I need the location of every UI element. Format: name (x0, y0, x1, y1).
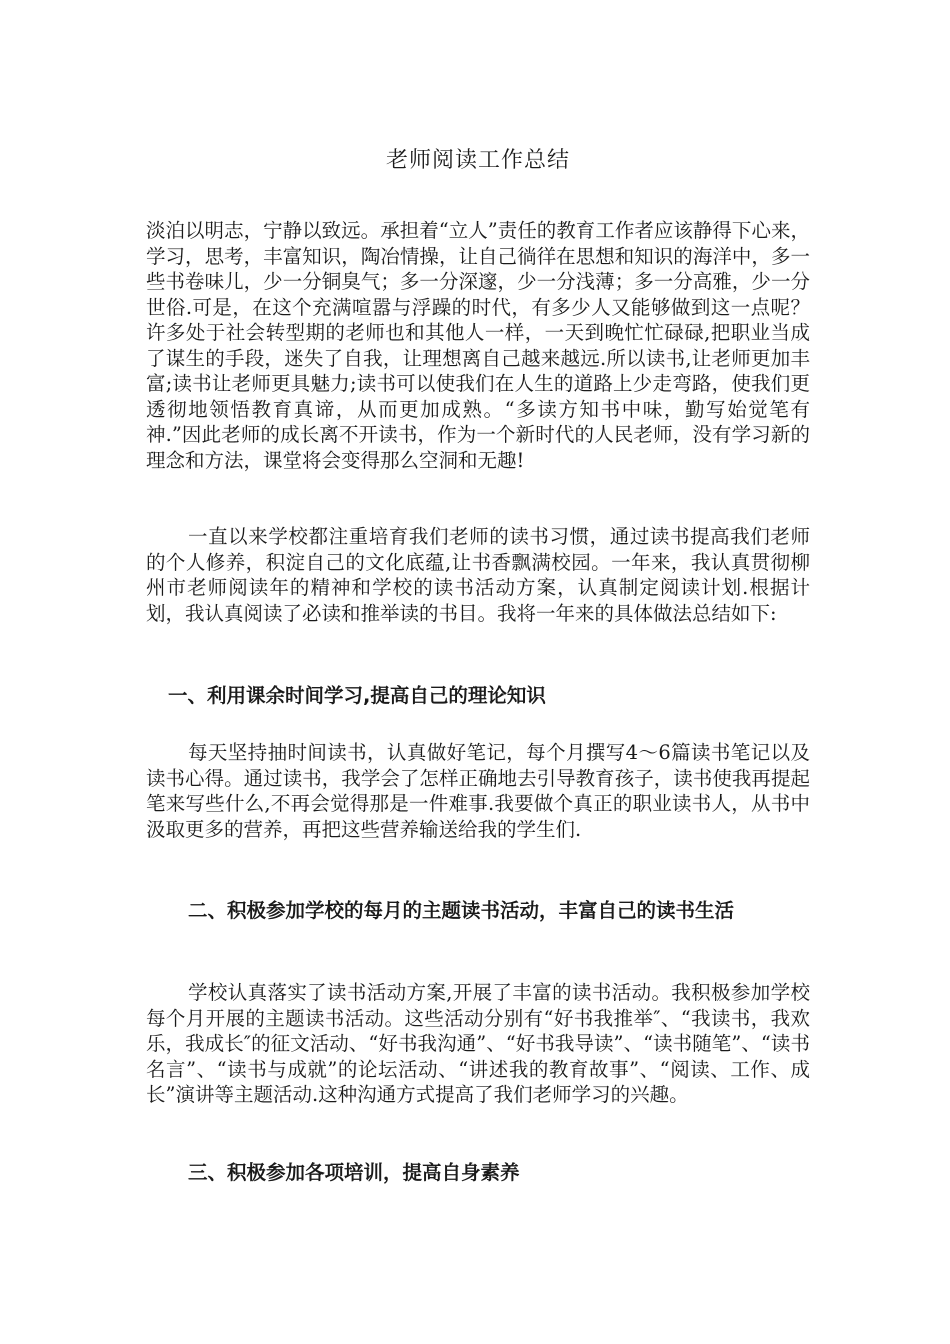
paragraph-section-2: 学校认真落实了读书活动方案,开展了丰富的读书活动。我积极参加学校每个月开展的主题读书活动。这些活动分别有“好书我推举″、“我读书，我欢乐，我成长″的征文活动、“好书我沟通”、“好书我导读”、“读书随笔”、“读书名言”、“读书与成就”的论坛活动、“讲述我的教育故事”、“阅读、工作、成长”演讲等主题活动.这种沟通方式提高了我们老师学习的兴趣。 (146, 981, 810, 1106)
paragraph-intro: 淡泊以明志，宁静以致远。承担着“立人”责任的教育工作者应该静得下心来，学习，思考，丰富知识，陶冶情操，让自己徜徉在思想和知识的海洋中，多一些书卷味儿，少一分铜臭气；多一分深邃，少一分浅薄；多一分高雅，少一分世俗.可是，在这个充满喧嚣与浮躁的时代，有多少人又能够做到这一点呢？许多处于社会转型期的老师也和其他人一样，一天到晚忙忙碌碌,把职业当成了谋生的手段，迷失了自我，让理想离自己越来越远.所以读书,让老师更加丰富;读书让老师更具魅力;读书可以使我们在人生的道路上少走弯路，使我们更透彻地领悟教育真谛，从而更加成熟。“多读方知书中味，勤写始觉笔有神.”因此老师的成长离不开读书，作为一个新时代的人民老师，没有学习新的理念和方法，课堂将会变得那么空洞和无趣! (146, 219, 810, 472)
section-heading-2: 二、积极参加学校的每月的主题读书活动，丰富自己的读书生活 (188, 899, 735, 922)
paragraph-section-1: 每天坚持抽时间读书，认真做好笔记，每个月撰写4～6篇读书笔记以及读书心得。通过读书，我学会了怎样正确地去引导教育孩子，读书使我再提起笔来写些什么,不再会觉得那是一件难事.我要做个真正的职业读书人，从书中汲取更多的营养，再把这些营养输送给我的学生们. (146, 741, 810, 841)
document-title: 老师阅读工作总结 (385, 148, 570, 173)
section-heading-1: 一、利用课余时间学习,提高自己的理论知识 (168, 684, 546, 707)
section-heading-3: 三、积极参加各项培训，提高自身素养 (188, 1161, 520, 1184)
paragraph-overview: 一直以来学校都注重培育我们老师的读书习惯，通过读书提高我们老师的个人修养，积淀自己的文化底蕴,让书香飘满校园。一年来，我认真贯彻柳州市老师阅读年的精神和学校的读书活动方案，认真制定阅读计划.根据计划，我认真阅读了必读和推举读的书目。我将一年来的具体做法总结如下: (146, 525, 810, 625)
